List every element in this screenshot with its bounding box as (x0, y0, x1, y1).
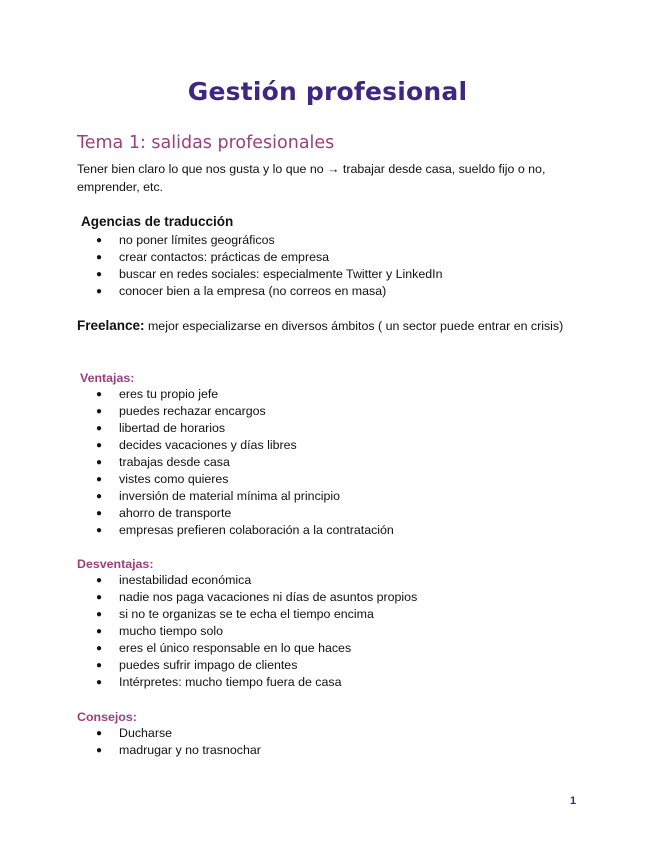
list-item (77, 454, 394, 471)
bullet-icon: ● (96, 677, 103, 688)
bullet-icon: ● (96, 406, 103, 417)
list-item-text: trabajas desde casa (119, 455, 230, 469)
desventajas-list (77, 572, 417, 691)
freelance-text: mejor especializarse en diversos ámbitos ( un sector puede entrar en crisis) (144, 319, 564, 333)
bullet-icon: ● (96, 626, 103, 637)
list-item (77, 640, 417, 657)
bullet-icon: ● (96, 660, 103, 671)
list-item-text: Intérpretes: mucho tiempo fuera de casa (119, 675, 342, 689)
list-item-text: Ducharse (119, 726, 173, 740)
list-item-text: mucho tiempo solo (119, 624, 223, 638)
list-item (77, 420, 394, 437)
list-item (77, 488, 394, 505)
ventajas-heading: Ventajas: (80, 371, 135, 385)
bullet-icon: ● (96, 269, 103, 280)
list-item-text: conocer bien a la empresa (no correos en masa) (119, 284, 387, 298)
list-item (77, 606, 417, 623)
list-item-text: libertad de horarios (119, 421, 226, 435)
list-item-text: ahorro de transporte (119, 506, 232, 520)
bullet-icon: ● (96, 508, 103, 519)
freelance-label: Freelance: (77, 318, 145, 333)
bullet-icon: ● (96, 592, 103, 603)
list-item-text: nadie nos paga vacaciones ni días de asuntos propios (119, 590, 418, 604)
list-item-text: no poner límites geográficos (119, 233, 275, 247)
list-item (77, 725, 261, 742)
list-item (77, 471, 394, 488)
intro-paragraph: Tener bien claro lo que nos gusta y lo que no → trabajar desde casa, sueldo fijo o no, emprender, etc. (77, 162, 546, 194)
page-number: 1 (570, 795, 577, 807)
bullet-icon: ● (96, 491, 103, 502)
bullet-icon: ● (96, 643, 103, 654)
list-item (77, 742, 261, 759)
list-item (77, 572, 417, 589)
ventajas-list (77, 386, 394, 539)
list-item-text: inestabilidad económica (119, 573, 252, 587)
bullet-icon: ● (96, 457, 103, 468)
bullet-icon: ● (96, 389, 103, 400)
bullet-icon: ● (96, 252, 103, 263)
agencias-list (77, 232, 442, 300)
desventajas-heading: Desventajas: (77, 557, 154, 571)
list-item (77, 674, 417, 691)
list-item (77, 522, 394, 539)
list-item (77, 505, 394, 522)
bullet-icon: ● (96, 286, 103, 297)
list-item-text: puedes rechazar encargos (119, 404, 266, 418)
list-item-text: buscar en redes sociales: especialmente Twitter y LinkedIn (119, 267, 443, 281)
bullet-icon: ● (96, 609, 103, 620)
bullet-icon: ● (96, 525, 103, 536)
list-item-text: empresas prefieren colaboración a la contratación (119, 523, 394, 537)
bullet-icon: ● (96, 235, 103, 246)
list-item-text: decides vacaciones y días libres (119, 438, 297, 452)
list-item (77, 232, 442, 249)
list-item (77, 249, 442, 266)
bullet-icon: ● (96, 728, 103, 739)
list-item-text: si no te organizas se te echa el tiempo encima (119, 607, 374, 621)
bullet-icon: ● (96, 575, 103, 586)
bullet-icon: ● (96, 745, 103, 756)
bullet-icon: ● (96, 474, 103, 485)
list-item-text: crear contactos: prácticas de empresa (119, 250, 330, 264)
list-item-text: puedes sufrir impago de clientes (119, 658, 298, 672)
list-item (77, 266, 442, 283)
freelance-paragraph (77, 317, 577, 336)
list-item-text: vistes como quieres (119, 472, 229, 486)
consejos-heading: Consejos: (77, 710, 137, 724)
consejos-list (77, 725, 261, 759)
agencias-heading: Agencias de traducción (81, 214, 234, 229)
list-item (77, 386, 394, 403)
list-item (77, 437, 394, 454)
list-item (77, 589, 417, 606)
list-item (77, 657, 417, 674)
list-item-text: eres tu propio jefe (119, 387, 219, 401)
list-item-text: inversión de material mínima al principio (119, 489, 341, 503)
bullet-icon: ● (96, 440, 103, 451)
section-heading: Tema 1: salidas profesionales (77, 133, 335, 153)
page-title: Gestión profesional (187, 77, 468, 106)
list-item (77, 283, 442, 300)
list-item (77, 403, 394, 420)
list-item-text: madrugar y no trasnochar (119, 743, 261, 757)
list-item-text: eres el único responsable en lo que haces (119, 641, 352, 655)
bullet-icon: ● (96, 423, 103, 434)
list-item (77, 623, 417, 640)
